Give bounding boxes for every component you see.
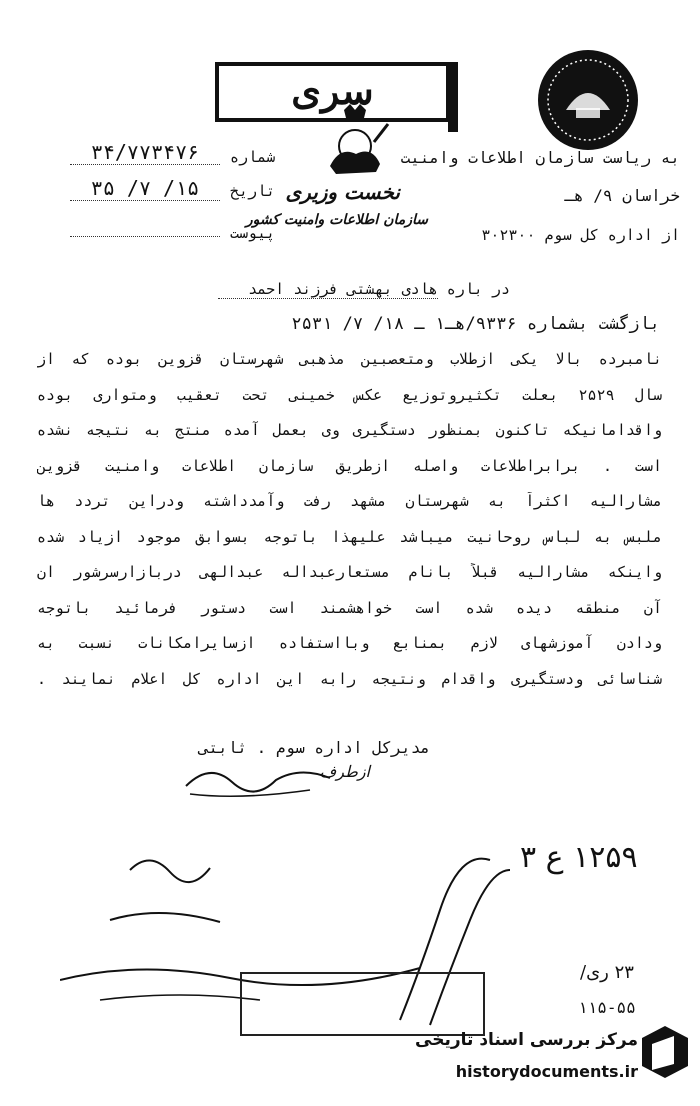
date-value: ۱۵/ ۷/ ۳۵ <box>70 176 220 201</box>
archive-name: مرکز بررسی اسناد تاریخی <box>415 1030 638 1050</box>
body-line: شناسائی ودستگیری واقدام ونتیجه رابه این اداره کل اعلام نمایند . <box>37 669 662 688</box>
body-line: مشارالیه اکثراً به شهرستان مشهد رفت وآمدداشته ودراین تردد ها <box>37 492 662 510</box>
number-value: ۳۴/۷۷۳۴۷۶ <box>70 140 220 165</box>
recipient-line: به ریاست سازمان اطلاعات وامنیت <box>400 148 680 167</box>
footer-code-top: ۲۳ ری/ <box>580 962 634 983</box>
body-line: ودادن آموزشهای لازم بمنابع وبااستفاده ازسایرامکانات نسبت به <box>37 634 662 652</box>
royal-seal-icon <box>536 48 640 152</box>
attachment-field <box>70 226 220 237</box>
body-line: واینکه مشارالیه قبلاً بانام مستعارعبداله عبدالهی دربازارسرشور ان <box>37 563 662 581</box>
signature-scribble-icon <box>180 756 340 800</box>
body-line: ملبس به لباس روحانیت میباشد علیهذا باتوجه بسوابق موجود ازیاد شده <box>37 527 662 546</box>
attachment-label: پیوست <box>230 224 276 242</box>
classification-stamp: سری <box>215 62 450 122</box>
subject-value: هادی بهشتی فرزند احمد <box>218 280 438 299</box>
lion-and-sun-emblem-icon <box>318 102 392 184</box>
org-title-line1: نخست وزیری <box>285 180 400 204</box>
subject-line <box>218 280 510 299</box>
signature-note: ازطرف <box>319 762 370 781</box>
signature-title: مدیرکل اداره سوم . ثابتی <box>198 738 430 757</box>
subject-label: در باره <box>446 280 510 298</box>
org-title-line2: سازمان اطلاعات وامنیت کشور <box>245 212 428 228</box>
body-line: است . برابراطلاعات واصله ازطریق سازمان اطلاعات وامنیت قزوین <box>37 456 662 475</box>
stamp-bar <box>448 62 458 132</box>
body-line: نامبرده بالا یکی ازطلاب ومتعصبین مذهبی شهرستان قزوین بوده که از <box>37 350 662 368</box>
receipt-stamp-box <box>240 972 485 1036</box>
handwritten-number: ۱۲۵۹ ع ۳ <box>520 840 638 875</box>
reference-line: بازگشت بشماره ۹۳۳۶/هـ۱ ـ ۱۸/ ۷/ ۲۵۳۱ <box>291 314 660 334</box>
body-line: سال ۲۵۲۹ بعلت تکثیروتوزیع عکس خمینی تحت تعقیب ومتواری بوده <box>37 385 662 404</box>
archive-url: historydocuments.ir <box>455 1062 638 1081</box>
province-line: خراسان ۹/ هـ <box>564 186 680 205</box>
footer-code-bottom: ۱۱۵-۵۵ <box>578 998 636 1017</box>
body-line: واقدامانیکه تاکنون بمنظور دستگیری وی بعمل آمده منتج به نتیجه نشده <box>37 421 662 439</box>
number-label: شماره <box>230 148 276 166</box>
from-line: از اداره کل سوم ۳۰۲۳۰۰ <box>481 226 680 244</box>
date-label: تاریخ <box>230 182 276 200</box>
body-line: آن منطقه دیده شده است خواهشمند است دستور فرمائید باتوجه <box>37 598 662 617</box>
archive-logo-icon <box>640 1024 690 1080</box>
